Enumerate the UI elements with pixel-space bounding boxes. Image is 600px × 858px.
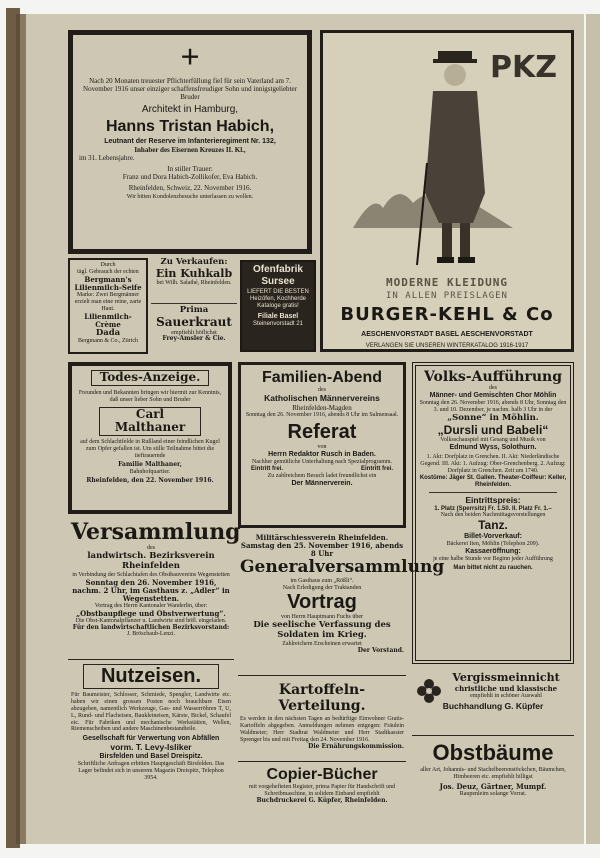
- familien-club-place: Rheinfelden-Magden: [292, 404, 352, 413]
- ofen-title: Ofenfabrik Sursee: [252, 264, 303, 287]
- militaer-von: von Herrn Hauptmann Fuchs über: [281, 614, 363, 621]
- soap-line: Marke: Zwei Bergmänner: [76, 291, 140, 298]
- volks-play: „Dursli und Babeli“: [437, 422, 549, 437]
- verkaufen-title: Zu Verkaufen:: [160, 257, 228, 267]
- copier-shop: Buchdruckerei G. Küpfer, Rheinfelden.: [256, 797, 388, 805]
- divider: [429, 492, 557, 493]
- nutzeisen-footer: Schriftliche Anfragen erbitten Hauptgeschäft Birsfelden. Das Lager befindet sich in unserem Magazin Dreispitz, Telephon 3954.: [77, 761, 225, 781]
- volks-genre: Volksschauspiel mit Gesang und Musik von: [440, 437, 546, 444]
- sauerkraut-seller: Frey-Amsler & Cie.: [162, 335, 226, 343]
- versammlung-with: in Verbindung der Schlachtafen des Obstbauvereins Wegenstetten: [72, 571, 230, 578]
- militaer-invite: Zahlreichem Erscheinen erwartet: [282, 640, 362, 647]
- versammlung: [68, 518, 241, 660]
- obituary-mourning: In stiller Trauer:: [167, 165, 213, 174]
- gentleman-illustration: [343, 43, 523, 273]
- obituary-habich: [68, 30, 312, 254]
- soap-advertisement: [68, 258, 148, 354]
- obituary-name: Hanns Tristan Habich,: [105, 117, 275, 135]
- pkz-advertisement: [320, 30, 574, 352]
- volks-prices-title: Eintrittspreis:: [465, 494, 521, 505]
- militaer-topic1: Die seelische Verfassung des: [253, 620, 391, 631]
- versammlung-club: landwirtsch. Bezirksverein Rheinfelden: [87, 551, 215, 571]
- copier-text: mit vorgehefteten Register, prima Papier für Handschrift und Schreibmaschine, in solidem Einband empfiehlt: [248, 784, 396, 798]
- familien-entry2: Eintritt frei.: [360, 465, 393, 472]
- vergiss-line2: christliche und klassische: [454, 683, 558, 693]
- nutzeisen: [68, 662, 234, 832]
- nutzeisen-places: Birsfelden und Basel Dreispitz.: [99, 753, 203, 761]
- obituary-age: im 31. Lebensjahre.: [79, 154, 135, 163]
- nutzeisen-company: Gesellschaft für Verwertung von Abfällen: [82, 735, 220, 743]
- cross-icon: +: [180, 39, 200, 76]
- familien-von: von: [317, 443, 327, 450]
- versammlung-signer: J. Bröschaub-Lenzi.: [126, 631, 176, 638]
- vergiss-shop: Buchhandlung G. Küpfer: [442, 700, 544, 711]
- pkz-brand: BURGER-KEHL & Co: [340, 304, 554, 325]
- ofen-line1: LIEFERT DIE BESTEN: [247, 289, 309, 295]
- militaer-after: Nach Erledigung der Traktanden: [282, 584, 362, 591]
- pkz-line1: MODERNE KLEIDUNG: [386, 276, 508, 289]
- flower-icon: [416, 678, 442, 704]
- familien-title: Familien-Abend: [261, 369, 382, 386]
- militaer-title: Militärschiessverein Rheinfelden.: [255, 533, 389, 542]
- obstbaeume: [412, 738, 574, 832]
- versammlung-des: des: [147, 545, 155, 552]
- verkaufen-seller: bei Wilh. Salathé, Rheinfelden.: [156, 280, 232, 287]
- familien-speaker: Herrn Redaktor Rusch in Baden.: [268, 450, 376, 458]
- pkz-logo: PKZ: [490, 50, 557, 85]
- volks-kasse-time: je eine halbe Stunde vor Beginn jeder Aufführung: [433, 556, 553, 563]
- soap-line: Durch: [100, 262, 116, 268]
- versammlung-title: Versammlung: [71, 519, 241, 545]
- volks-des: des: [489, 385, 497, 392]
- vergiss-line1: Vergissmeinnicht: [452, 671, 560, 684]
- volks-venue: „Sonne“ in Möhlin.: [447, 412, 539, 423]
- soap-line: Lilienmilch-Crème: [84, 311, 132, 329]
- versammlung-topic: „Obstbaupflege und Obstverwertung“.: [76, 608, 226, 618]
- familien-abend: [238, 362, 406, 528]
- volks-acts: 1. Akt: Dorfplatz in Grenchen. II. Akt: Niederländische Gegend. III. Akt: 1. Aufzug: Ober-Grenchenberg. 2. Aufzug: Dorfplatz in Grenchen. Zeit um 1740.: [420, 454, 566, 475]
- volks-choir: Männer- und Gemischten Chor Möhlin: [429, 391, 557, 399]
- versammlung-date: Sonntag den 26. November 1916, nachm. 2 Uhr, im Gasthaus z. „Adler“ in Wegenstetten.: [72, 577, 230, 603]
- obst-note: Raupenleim solange Vorrat.: [459, 791, 527, 798]
- kartoffel-signer: Die Ernährungskommission.: [308, 742, 404, 750]
- volks-kasse: Kassaeröffnung:: [465, 548, 521, 556]
- todes-street: Bahnhofquartier.: [129, 468, 171, 475]
- obituary-note: Wir bitten Kondolenzbesuche unterlassen zu wollen.: [126, 194, 254, 201]
- kartoffel-title: Kartoffeln-Verteilung.: [278, 682, 366, 715]
- ofen-street: Steinenvorstadt 21: [252, 320, 304, 327]
- pkz-catalog: VERLANGEN SIE UNSEREN WINTERKATALOG 1916-1917: [365, 343, 529, 349]
- sauerkraut-line2: Sauerkraut: [156, 314, 232, 329]
- soap-line: Bergmann's: [84, 274, 132, 284]
- soap-line: tägl. Gebrauch der echten: [77, 268, 139, 275]
- familien-program: Nachher gemütliche Unterhaltung nach Spezialprogramm.: [251, 458, 393, 465]
- todes-anzeige: [68, 362, 232, 514]
- verkaufen-item: Ein Kuhkalb: [155, 266, 233, 280]
- obst-seller: Jos. Deuz, Gärtner, Mumpf.: [439, 782, 547, 792]
- todes-date: Rheinfelden, den 22. November 1916.: [86, 476, 214, 484]
- nutzeisen-title: Nutzeisen.: [83, 664, 219, 689]
- militaer-vortrag: Vortrag: [287, 591, 357, 614]
- sauerkraut-line1: Prima: [179, 305, 209, 315]
- militaer-date: Samstag den 25. November 1916, abends 8 Uhr: [240, 541, 404, 559]
- volks-vorverkauf: Billet-Vorverkauf:: [464, 533, 522, 541]
- militaer-main: Generalversammlung: [240, 557, 445, 578]
- familien-date: Sonntag den 26. November 1916, abends 8 Uhr im Salmensaal.: [245, 412, 399, 419]
- book-spine: [6, 8, 20, 848]
- volks-smoke: Man bittet nicht zu rauchen.: [453, 564, 533, 571]
- obituary-intro: Nach 20 Monaten treuester Pflichterfüllung fiel für sein Vaterland am 7. November 1916 unser einziger schaffensfreudiger Sohn und innigstgeliebter Bruder: [83, 77, 297, 102]
- vergiss-line3: empfiehlt in schöner Auswahl: [470, 692, 542, 699]
- vergissmeinnicht: [412, 670, 574, 736]
- volks-title: Volks-Aufführung: [423, 369, 563, 385]
- ofenfabrik-ad: [240, 260, 316, 352]
- copier-buecher: [238, 764, 406, 830]
- pkz-line2: IN ALLEN PREISLAGEN: [386, 291, 508, 301]
- familien-invite: Zu zahlreichem Besuch ladet freundlichst ein: [267, 472, 377, 479]
- volks-after: Nach den beiden Nachmittagsvorstellungen: [440, 512, 546, 519]
- pkz-address: AESCHENVORSTADT BASEL AESCHENVORSTADT: [361, 331, 533, 338]
- familien-entry-row: [245, 466, 399, 473]
- soap-line: Dada: [95, 327, 121, 338]
- volks-prices: 1. Platz (Sperrsitz) Fr. 1.50. II. Platz Fr. 1.–: [434, 505, 552, 512]
- nutzeisen-vorm: vorm. T. Levy-Isliker: [110, 742, 192, 753]
- copier-title: Copier-Bücher: [266, 766, 378, 783]
- volks-bakery: Bäckerei Iten, Möhlin (Telephon 209).: [446, 541, 540, 548]
- obituary-place-date: Rheinfelden, Schweiz, 22. November 1916.: [128, 184, 252, 193]
- obst-title: Obstbäume: [432, 740, 554, 765]
- todes-family: Familie Malthaner,: [118, 460, 182, 468]
- obituary-rank: Leutnant der Reserve im Infanterieregiment Nr. 132,: [104, 138, 276, 146]
- sauerkraut-line3: empfiehlt höflichst: [171, 329, 217, 336]
- todes-text: auf dem Schlachtfelde in Rußland einer feindlichen Kugel zum Opfer gefallen ist. Um stille Teilnahme bittet die tieftrauernde: [80, 439, 220, 459]
- volks-date: Sonntag den 26. November 1916, abends 8 Uhr, Sonntag den 3. und 10. Dezember, je nachm. halb 3 Uhr in der: [419, 400, 567, 413]
- verkaufen-ad: [151, 258, 237, 304]
- militaer-board: Der Vorstand.: [357, 646, 404, 654]
- obituary-profession: Architekt in Hamburg,: [141, 104, 239, 116]
- kartoffel-text: Es werden in den nächsten Tagen an bedürftige Einwohner Gratis-Kartoffeln abgegeben. Anmeldungen nehmen entgegen: Fräulein Waldmeier; Herr Stadtrat Waldmeier und Herr Stadtkassier Sprenger bis und mit Freitag den 24. November 1916.: [240, 716, 404, 743]
- familien-referat: Referat: [287, 420, 357, 443]
- ofen-line2: Heizöfen, Kochherde: [249, 295, 307, 302]
- obituary-mourners: Franz und Dora Habich-Zollikofer, Eva Habich.: [122, 173, 258, 182]
- volks-auffuehrung: [412, 362, 574, 664]
- facing-page-edge: [586, 14, 600, 844]
- familien-host: Der Männerverein.: [291, 479, 353, 487]
- obituary-award: Inhaber des Eisernen Kreuzes II. Kl.,: [134, 146, 246, 155]
- volks-tanz: Tanz.: [478, 518, 508, 533]
- familien-entry: Eintritt frei.: [251, 465, 284, 472]
- militaerschiessverein: [238, 532, 445, 676]
- ofen-branch: Filiale Basel: [257, 312, 299, 320]
- nutzeisen-text: Für Baumeister, Schlosser, Schmiede, Spengler, Landwirte etc. haben wir einen grossen Posten noch brauchbare Eisen abzugeben, namentlich Werkzeuge, Gas- und Wasserröhren T, U, L, Rund- und Flacheisen, Baukleineisen, Kärste, Bickel, Schaufel etc. Für Fabriken und mechanische Werkstätten, Wellen, Riemenscheiben und andere Maschinenbestandteile.: [71, 692, 231, 733]
- militaer-topic2: Soldaten im Krieg.: [277, 630, 367, 641]
- volks-author: Edmund Wyss, Solothurn.: [449, 444, 537, 452]
- todes-intro: Freunden und Bekannten bringen wir hiermit zur Kenntnis, daß unser lieber Sohn und Bruder: [78, 389, 222, 403]
- obst-text: aller Art, Johannis- und Stachelbeerenstöckchen, Bäumchen, Himbeeren etc. empfiehlt billigst: [420, 767, 566, 781]
- militaer-venue: im Gasthaus zum „Rößli“.: [290, 577, 354, 584]
- volks-costumes: Kostüme: Jäger St. Gallen. Theater-Coiffeur: Keller, Rheinfelden.: [419, 474, 567, 488]
- familien-des: des: [318, 387, 326, 394]
- familien-club: Katholischen Männervereins: [264, 393, 380, 404]
- versammlung-invite: Die Obst-Kantonalpflanzer u. Landwirte sind höfl. eingeladen.: [75, 617, 227, 624]
- ofen-line3: Kataloge gratis!: [257, 302, 299, 309]
- soap-line: Lilienmilch-Seife: [74, 282, 142, 292]
- sauerkraut-ad: [151, 306, 237, 354]
- todes-name: Carl Malthaner: [99, 407, 201, 437]
- versammlung-board: Für den landwirtschaftlichen Bezirksvorstand:: [72, 623, 230, 631]
- versammlung-vortrag: Vortrag des Herrn Kantonaler Wanderlin, über:: [94, 602, 208, 609]
- kartoffeln-verteilung: [238, 680, 406, 762]
- soap-line: erzielt man eine reine, zarte Haut.: [74, 298, 142, 312]
- todes-title: Todes-Anzeige.: [91, 370, 209, 386]
- soap-line: Bergmann & Co., Zürich: [77, 338, 139, 345]
